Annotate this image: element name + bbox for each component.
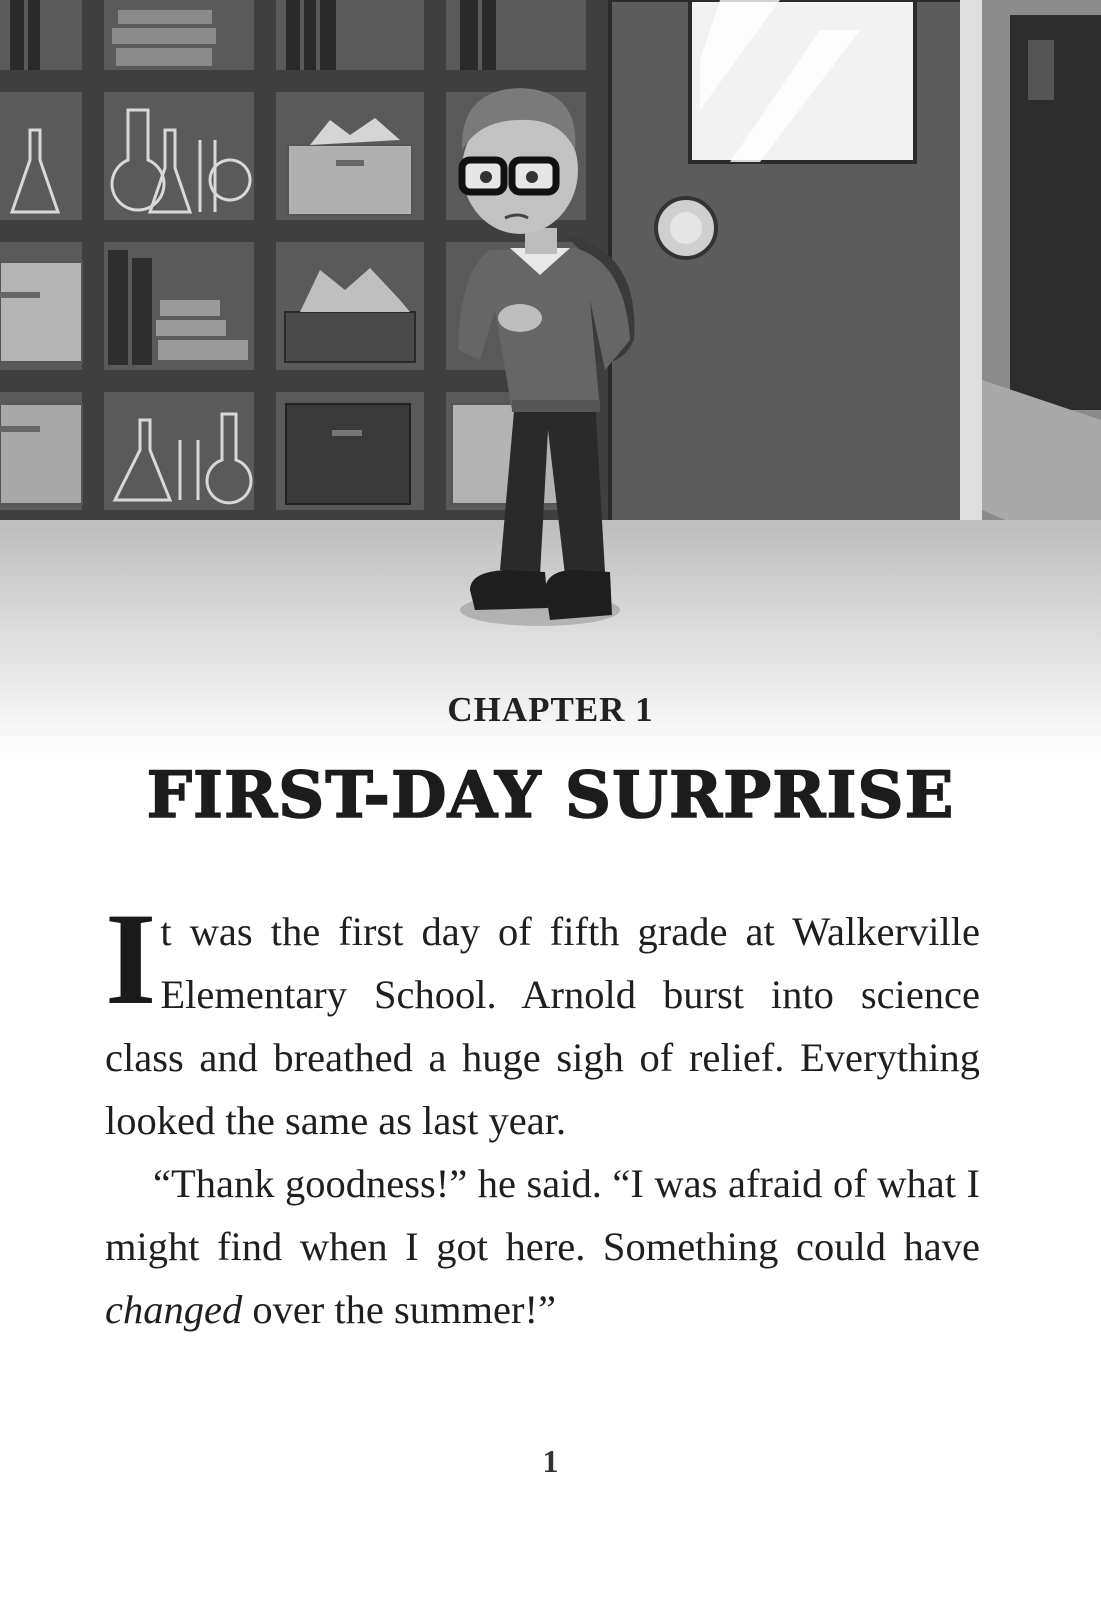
- classroom-door: [610, 0, 975, 540]
- page-number: 1: [542, 1443, 559, 1479]
- paragraph-2-text-after: over the summer!”: [242, 1287, 556, 1332]
- drop-cap: I: [105, 885, 157, 1032]
- paragraph-1: [105, 885, 980, 1152]
- hallway: [982, 0, 1101, 560]
- paragraph-2-text-before: “Thank goodness!” he said. “I was afraid of what I might find when I got here. Something could have: [105, 1161, 980, 1269]
- chapter-title: FIRST-DAY SURPRISE: [146, 758, 955, 833]
- body-text: [105, 885, 980, 1341]
- paragraph-2-emphasis: changed: [105, 1287, 243, 1332]
- paragraph-1-text: t was the first day of fifth grade at Walkerville Elementary School. Arnold burst into science class and breathed a huge sigh of relief. Everything looked the same as last year.: [105, 909, 980, 1143]
- chapter-label: CHAPTER 1: [447, 690, 654, 729]
- paragraph-2: [105, 1152, 980, 1341]
- chapter-illustration: [0, 0, 1101, 760]
